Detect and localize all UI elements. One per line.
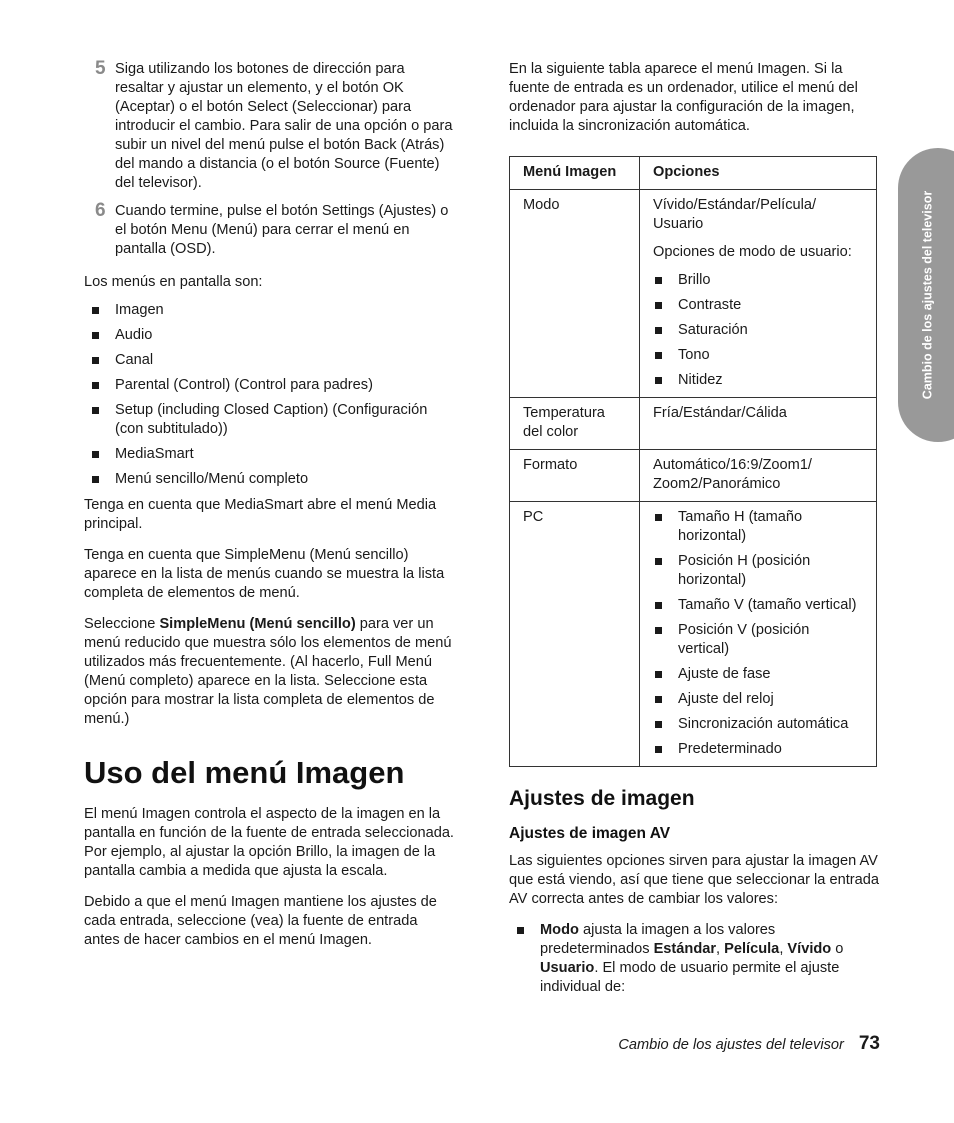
table-row <box>510 398 877 450</box>
row-options: Fría/Estándar/Cálida <box>640 398 877 450</box>
table-row <box>510 502 877 767</box>
list-item: Tamaño V (tamaño vertical) <box>653 596 863 615</box>
step-text: Cuando termine, pulse el botón Settings (Ajustes) o el botón Menu (Menú) para cerrar el menú en pantalla (OSD). <box>115 203 449 257</box>
row-options <box>640 502 877 767</box>
simplemenu-term: SimpleMenu (Menú sencillo) <box>159 616 356 632</box>
imagen-menu-table <box>509 156 877 767</box>
list-item: Menú sencillo/Menú completo <box>84 470 454 489</box>
list-item: Contraste <box>653 296 863 315</box>
note-simplemenu: Tenga en cuenta que SimpleMenu (Menú sencillo) aparece en la lista de menús cuando se muestra la lista completa de elementos de menú. <box>84 547 445 601</box>
subsection-heading: Ajustes de imagen <box>509 787 695 810</box>
header-cell: Menú Imagen <box>510 157 640 190</box>
row-label: Modo <box>510 190 640 398</box>
page-footer <box>618 1034 880 1055</box>
paragraph: El menú Imagen controla el aspecto de la imagen en la pantalla en función de la fuente de entrada seleccionada. Por ejemplo, al ajustar la opción Brillo, la imagen de la pantalla cambia a medida que ajusta la escala. <box>84 806 454 879</box>
av-options-list <box>509 921 879 997</box>
note-mediasmart: Tenga en cuenta que MediaSmart abre el menú Media principal. <box>84 497 437 532</box>
step-text: Siga utilizando los botones de dirección para resaltar y ajustar un elemento, y el botón OK (Aceptar) o el botón Select (Seleccionar) para introducir el cambio. Para salir de una opción o para subir un nivel del menú pulse el botón Back (Atrás) del mando a distancia (o el botón Source (Fuente) del televisor). <box>115 61 453 191</box>
step-number: 5 <box>95 58 106 79</box>
list-item: Tono <box>653 346 863 365</box>
table-row <box>510 190 877 398</box>
list-item: Posición V (posición vertical) <box>653 621 863 659</box>
pc-options <box>653 508 863 759</box>
list-item: Modo ajusta la imagen a los valores predeterminados Estándar, Película, Vívido o Usuario. El modo de usuario permite el ajuste individual de: <box>509 921 879 997</box>
menus-list <box>84 301 454 489</box>
user-mode-options <box>653 271 863 390</box>
list-item: Audio <box>84 326 454 345</box>
row-label: PC <box>510 502 640 767</box>
list-item: Brillo <box>653 271 863 290</box>
list-item: MediaSmart <box>84 445 454 464</box>
list-item: Imagen <box>84 301 454 320</box>
list-item: Tamaño H (tamaño horizontal) <box>653 508 863 546</box>
page-number: 73 <box>858 1033 880 1054</box>
subsubsection-heading: Ajustes de imagen AV <box>509 825 671 842</box>
list-item: Posición H (posición horizontal) <box>653 552 863 590</box>
row-options: Automático/16:9/Zoom1/ Zoom2/Panorámico <box>640 450 877 502</box>
menus-intro: Los menús en pantalla son: <box>84 274 263 290</box>
list-item: Setup (including Closed Caption) (Configuración (con subtitulado)) <box>84 401 454 439</box>
step-5 <box>84 60 454 193</box>
table-intro: En la siguiente tabla aparece el menú Imagen. Si la fuente de entrada es un ordenador, utilice el menú del ordenador para ajustar la configuración de la imagen, incluida la sincronización automática. <box>509 61 858 134</box>
list-item: Sincronización automática <box>653 715 863 734</box>
footer-title: Cambio de los ajustes del televisor <box>618 1037 844 1053</box>
left-column <box>84 60 454 962</box>
list-item: Canal <box>84 351 454 370</box>
table-row <box>510 450 877 502</box>
list-item: Parental (Control) (Control para padres) <box>84 376 454 395</box>
chapter-side-tab-label: Cambio de los ajustes del televisor <box>920 190 935 400</box>
header-cell: Opciones <box>640 157 877 190</box>
section-heading: Uso del menú Imagen <box>84 755 405 790</box>
right-column <box>509 60 879 1004</box>
step-number: 6 <box>95 200 106 221</box>
list-item: Ajuste del reloj <box>653 690 863 709</box>
list-item: Ajuste de fase <box>653 665 863 684</box>
select-simplemenu-paragraph: Seleccione SimpleMenu (Menú sencillo) para ver un menú reducido que muestra sólo los elementos de menú utilizados más frecuentemente. (Al hacerlo, Full Menú (Menú completo) aparece en la lista. Seleccione esta opción para mostrar la lista completa de elementos de menú.) <box>84 616 452 727</box>
table-header-row <box>510 157 877 190</box>
list-item: Saturación <box>653 321 863 340</box>
step-6 <box>84 202 454 259</box>
av-intro: Las siguientes opciones sirven para ajustar la imagen AV que está viendo, así que tiene que seleccionar la entrada AV correcta antes de cambiar los valores: <box>509 853 879 907</box>
row-label: Formato <box>510 450 640 502</box>
paragraph: Debido a que el menú Imagen mantiene los ajustes de cada entrada, seleccione (vea) la fuente de entrada antes de hacer cambios en el menú Imagen. <box>84 894 437 948</box>
list-item: Predeterminado <box>653 740 863 759</box>
row-options: Vívido/Estándar/Película/ Usuario Opciones de modo de usuario: Brillo Contraste Saturación Tono Nitidez <box>640 190 877 398</box>
row-label: Temperatura del color <box>510 398 640 450</box>
list-item: Nitidez <box>653 371 863 390</box>
